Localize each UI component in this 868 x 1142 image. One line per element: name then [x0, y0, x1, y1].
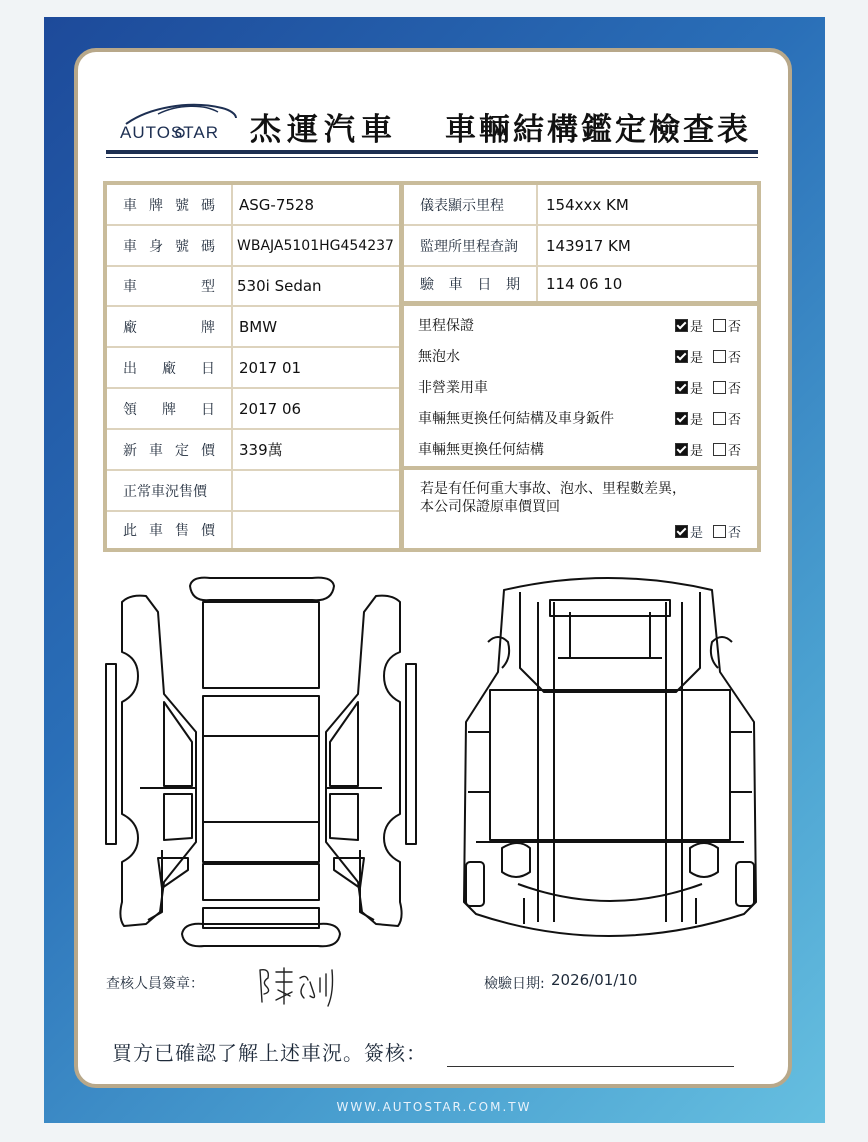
table-row [107, 226, 399, 267]
label-manufacture-date: 出 廠 日 [107, 348, 233, 387]
yes-option[interactable]: 是 [675, 378, 703, 397]
checked-box-icon[interactable] [675, 319, 688, 332]
check-question: 非營業用車 [418, 380, 488, 396]
checked-box-icon[interactable] [675, 443, 688, 456]
value-sale-price [239, 512, 395, 548]
header-rule-thin [106, 157, 758, 158]
guarantee-line-2: 本公司保證原車價買回 [420, 499, 560, 515]
no-option[interactable]: 否 [713, 316, 741, 335]
inspection-date-value: 2026/01/10 [551, 971, 638, 989]
table-row [107, 512, 399, 548]
yes-option[interactable]: 是 [675, 316, 703, 335]
value-odometer: 154xxx KM [546, 195, 629, 214]
car-structure-diagram [458, 572, 762, 952]
check-row [418, 312, 741, 338]
no-option[interactable]: 否 [713, 409, 741, 428]
check-question: 車輛無更換任何結構 [418, 442, 544, 458]
table-row [107, 307, 399, 348]
label-registry-mileage: 監理所里程查詢 [404, 226, 538, 265]
inspection-date-label: 檢驗日期: [484, 976, 545, 992]
checkbox-icon[interactable] [713, 350, 726, 363]
label-vin: 車 身 號 碼 [107, 226, 233, 265]
buyer-signature-line[interactable] [447, 1066, 734, 1067]
table-row [404, 185, 757, 226]
value-brand: BMW [239, 317, 278, 336]
check-question: 無泡水 [418, 349, 460, 365]
value-plate: ASG-7528 [239, 195, 314, 214]
label-model: 車 型 [107, 267, 233, 305]
website-url[interactable]: WWW.AUTOSTAR.COM.TW [336, 1100, 532, 1114]
value-registry-mileage: 143917 KM [546, 236, 631, 255]
guarantee-checks [400, 302, 761, 470]
yes-option[interactable]: 是 [675, 409, 703, 428]
check-question: 車輛無更換任何結構及車身鈑件 [418, 411, 614, 427]
no-option[interactable]: 否 [713, 440, 741, 459]
checkbox-icon[interactable] [713, 525, 726, 538]
header-rule [106, 150, 758, 154]
value-manufacture-date: 2017 01 [239, 358, 302, 377]
table-row [107, 267, 399, 307]
table-row [107, 389, 399, 430]
no-option[interactable]: 否 [713, 522, 741, 541]
checked-box-icon[interactable] [675, 525, 688, 538]
value-registration-date: 2017 06 [239, 399, 302, 418]
checked-box-icon[interactable] [675, 412, 688, 425]
label-normal-price: 正常車況售價 [107, 471, 233, 510]
checkbox-icon[interactable] [713, 381, 726, 394]
yes-option[interactable]: 是 [675, 347, 703, 366]
check-question: 里程保證 [418, 318, 474, 334]
check-row [418, 374, 741, 400]
value-new-price: 339萬 [239, 441, 283, 459]
label-odometer: 儀表顯示里程 [404, 185, 538, 224]
guarantee-line-1: 若是有任何重大事故、泡水、里程數差異， [420, 481, 686, 497]
table-row [107, 471, 399, 512]
yes-option[interactable]: 是 [675, 440, 703, 459]
buyer-confirmation-text: 買方已確認了解上述車況。簽核： [112, 1041, 427, 1065]
vehicle-info-table [103, 181, 403, 552]
value-normal-price [239, 471, 395, 510]
no-option[interactable]: 否 [713, 347, 741, 366]
checkbox-icon[interactable] [713, 443, 726, 456]
table-row [107, 348, 399, 389]
inspector-signature-label: 查核人員簽章： [106, 976, 204, 992]
car-unfolded-diagram [100, 572, 422, 958]
document-title: 車輛結構鑑定檢查表 [445, 112, 751, 148]
logo-text: AUTOSTAR [120, 123, 219, 142]
label-brand: 廠 牌 [107, 307, 233, 346]
no-option[interactable]: 否 [713, 378, 741, 397]
value-vin: WBAJA5101HG454237 [237, 237, 394, 254]
checked-box-icon[interactable] [675, 381, 688, 394]
checkbox-icon[interactable] [713, 319, 726, 332]
table-row [404, 267, 757, 301]
label-plate: 車 牌 號 碼 [107, 185, 233, 224]
label-new-price: 新 車 定 價 [107, 430, 233, 469]
check-row [418, 405, 741, 431]
value-model: 530i Sedan [237, 277, 322, 295]
mileage-table [400, 181, 761, 305]
buyback-guarantee [400, 466, 761, 552]
value-inspection-date: 114 06 10 [546, 275, 623, 293]
company-name: 杰運汽車 [250, 112, 398, 148]
check-row [418, 436, 741, 462]
checked-box-icon[interactable] [675, 350, 688, 363]
yes-option[interactable]: 是 [675, 522, 703, 541]
handwritten-signature [254, 962, 340, 1010]
table-row [107, 185, 399, 226]
table-row [107, 430, 399, 471]
label-inspection-date: 驗 車 日 期 [404, 267, 538, 301]
check-row [418, 343, 741, 369]
label-registration-date: 領 牌 日 [107, 389, 233, 428]
label-sale-price: 此 車 售 價 [107, 512, 233, 548]
table-row [404, 226, 757, 267]
checkbox-icon[interactable] [713, 412, 726, 425]
